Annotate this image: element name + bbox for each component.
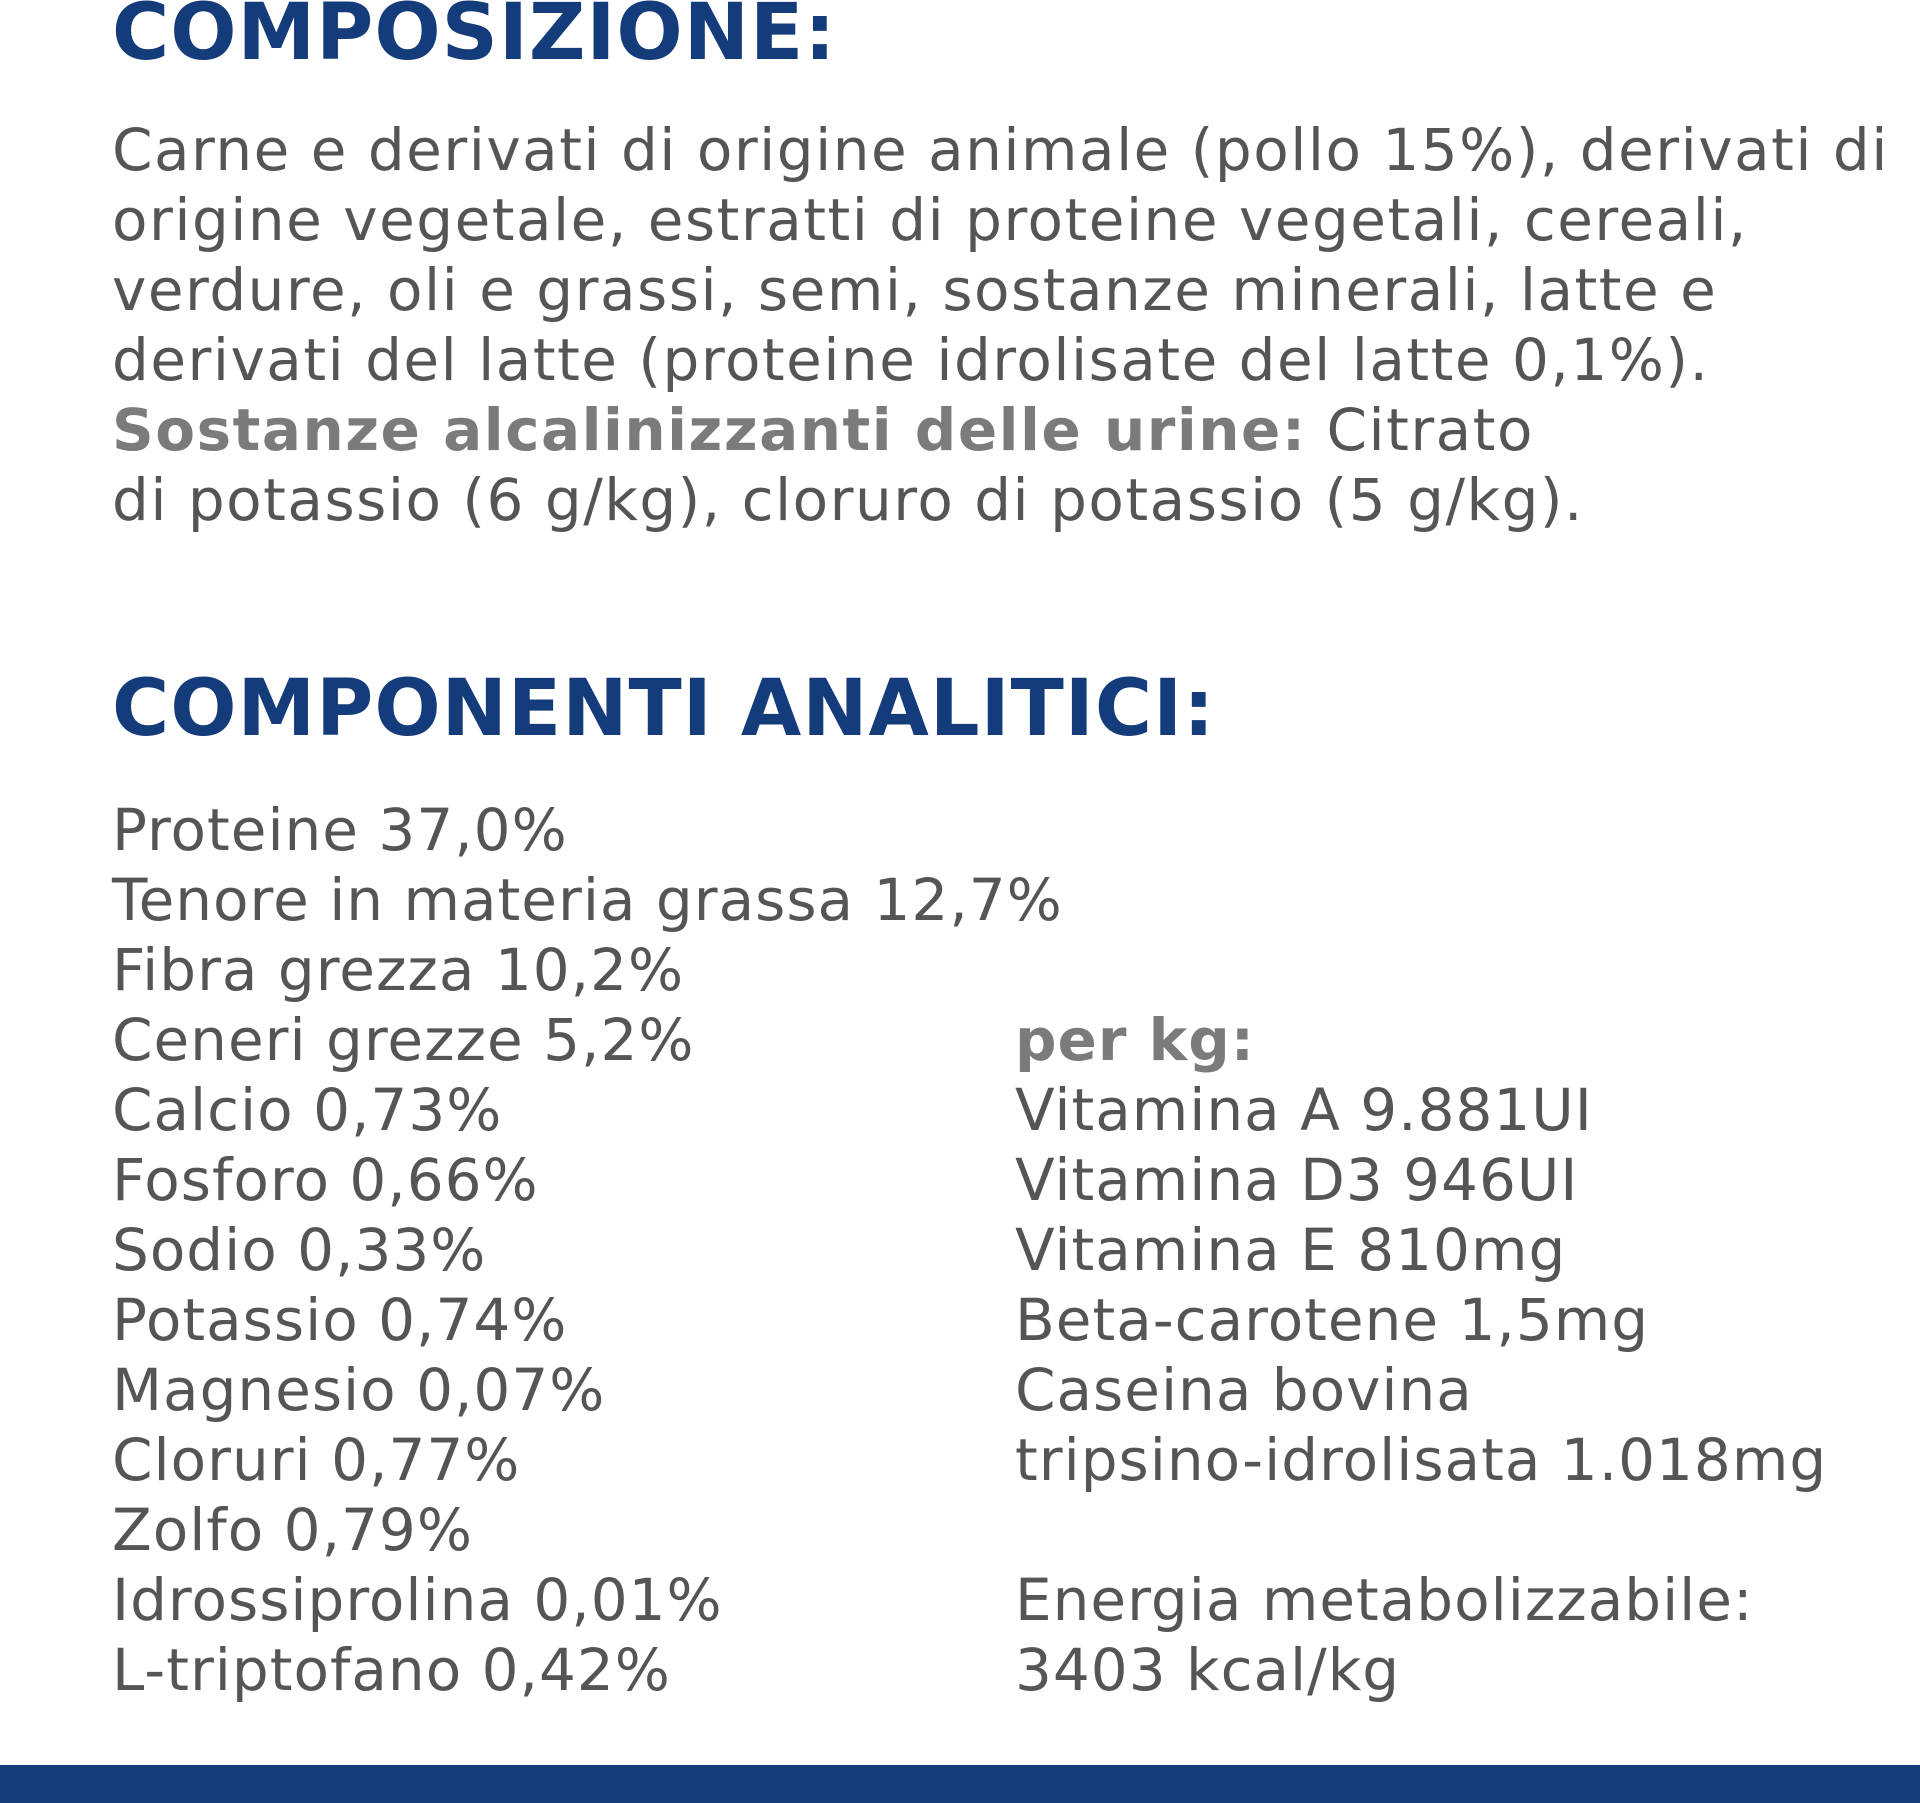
analytical-item: Potassio 0,74% bbox=[112, 1286, 568, 1354]
analytical-item: Calcio 0,73% bbox=[112, 1076, 503, 1144]
analytical-components-list bbox=[112, 795, 1063, 1705]
analytical-heading: COMPONENTI ANALITICI: bbox=[112, 664, 1216, 754]
per-kg-item: Beta-carotene 1,5mg bbox=[1015, 1286, 1650, 1354]
analytical-item: Fibra grezza 10,2% bbox=[112, 936, 685, 1004]
analytical-item: Magnesio 0,07% bbox=[112, 1356, 606, 1424]
composition-block bbox=[112, 115, 1902, 535]
urine-alkalizers bbox=[112, 395, 1902, 535]
per-kg-item: Vitamina D3 946UI bbox=[1015, 1146, 1579, 1214]
per-kg-label: per kg: bbox=[1015, 1006, 1255, 1074]
composition-text: Carne e derivati di origine animale (pollo 15%), derivati di origine vegetale, estratti di proteine vegetali, cereali, verdure, oli e grassi, semi, sostanze minerali, latte e derivati del latte (proteine idrolisate del latte 0,1%). bbox=[112, 116, 1889, 394]
urine-alkalizers-text-1: Citrato bbox=[1326, 396, 1534, 464]
spacer bbox=[1015, 1495, 1827, 1565]
analytical-item: Sodio 0,33% bbox=[112, 1216, 487, 1284]
analytical-item: Idrossiprolina 0,01% bbox=[112, 1566, 723, 1634]
per-kg-item: Caseina bovina bbox=[1015, 1356, 1473, 1424]
analytical-item: Fosforo 0,66% bbox=[112, 1146, 539, 1214]
analytical-item: Proteine 37,0% bbox=[112, 796, 568, 864]
per-kg-item: tripsino-idrolisata 1.018mg bbox=[1015, 1426, 1828, 1494]
urine-alkalizers-text-2: di potassio (6 g/kg), cloruro di potassio (5 g/kg). bbox=[112, 466, 1584, 534]
per-kg-item: Vitamina A 9.881UI bbox=[1015, 1076, 1593, 1144]
analytical-item: L-triptofano 0,42% bbox=[112, 1636, 671, 1704]
urine-alkalizers-label: Sostanze alcalinizzanti delle urine: bbox=[112, 396, 1307, 464]
analytical-item: Tenore in materia grassa 12,7% bbox=[112, 866, 1063, 934]
analytical-item: Zolfo 0,79% bbox=[112, 1496, 473, 1564]
per-kg-item: Vitamina E 810mg bbox=[1015, 1216, 1567, 1284]
composition-heading: COMPOSIZIONE: bbox=[112, 0, 837, 78]
analytical-item: Cloruri 0,77% bbox=[112, 1426, 521, 1494]
per-kg-list bbox=[1015, 1005, 1827, 1705]
analytical-item: Ceneri grezze 5,2% bbox=[112, 1006, 695, 1074]
energy-value: 3403 kcal/kg bbox=[1015, 1636, 1401, 1704]
footer-bar bbox=[0, 1765, 1920, 1803]
energy-label: Energia metabolizzabile: bbox=[1015, 1566, 1754, 1634]
